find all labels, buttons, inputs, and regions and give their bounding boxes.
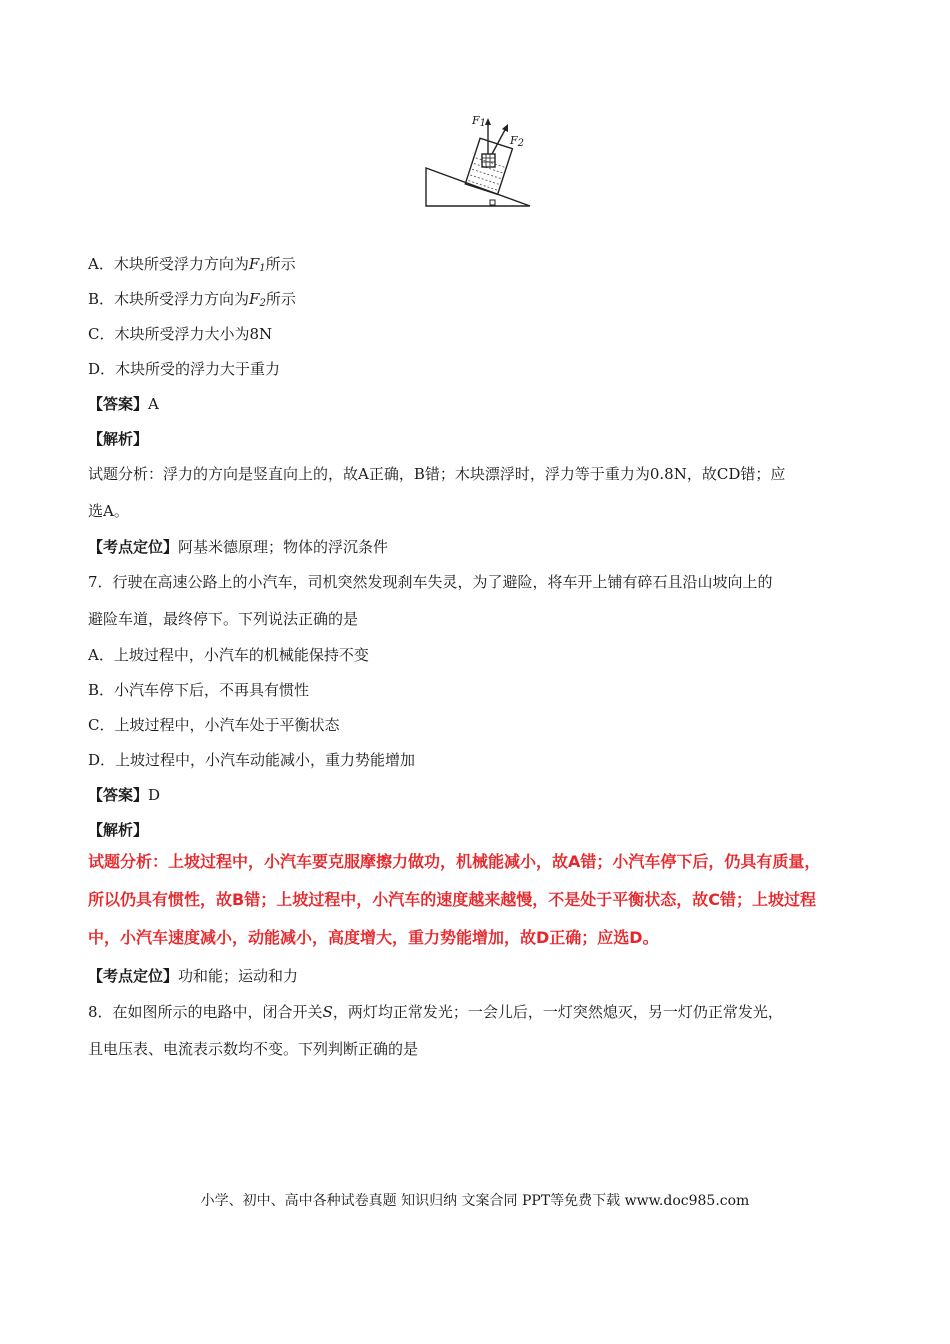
q7-option-a: A．上坡过程中，小汽车的机械能保持不变 [88,646,369,664]
q7-option-b: B．小汽车停下后，不再具有惯性 [88,681,310,699]
right-angle-mark [490,200,495,205]
q7-analysis-label: 【解析】 [88,821,149,839]
q6-answer: 【答案】A [88,395,159,413]
q6-kaodian: 【考点定位】阿基米德原理；物体的浮沉条件 [88,538,389,556]
q7-stem-line2: 避险车道，最终停下。下列说法正确的是 [88,610,359,628]
q8-stem-line2: 且电压表、电流表示数均不变。下列判断正确的是 [88,1040,419,1058]
q6-analysis-label: 【解析】 [88,430,149,448]
q6-analysis-line2: 选A。 [88,502,129,520]
label-f2: F2 [510,134,525,149]
q6-analysis-line1: 试题分析：浮力的方向是竖直向上的，故A正确，B错；木块漂浮时，浮力等于重力为0.8N，故CD错；应 [88,465,786,483]
q7-kaodian: 【考点定位】功和能；运动和力 [88,967,299,985]
q7-analysis-line1: 试题分析：上坡过程中，小汽车要克服摩擦力做功，机械能减小，故A错；小汽车停下后，仍具有质量， [88,852,821,871]
q7-option-c: C．上坡过程中，小汽车处于平衡状态 [88,716,340,734]
label-f1: F1 [472,114,487,129]
q6-option-b: B．木块所受浮力方向为$F_2$所示 [88,290,296,309]
q6-option-a: A．木块所受浮力方向为$F_1$所示 [88,255,296,274]
q7-answer: 【答案】D [88,786,161,804]
q7-analysis-line2: 所以仍具有惯性，故B错；上坡过程中，小汽车的速度越来越慢，不是处于平衡状态，故C错；上坡过程 [88,890,816,909]
page-footer: 小学、初中、高中各种试卷真题 知识归纳 文案合同 PPT等免费下载 www.doc985.com [200,1193,750,1209]
q7-stem-line1: 7．行驶在高速公路上的小汽车，司机突然发现刹车失灵，为了避险，将车开上铺有碎石且沿山坡向上的 [88,573,773,591]
q6-option-c: C．木块所受浮力大小为8N [88,325,273,343]
q8-stem-line1: 8．在如图所示的电路中，闭合开关S，两灯均正常发光；一会儿后，一灯突然熄灭，另一灯仍正常发光， [88,1003,783,1021]
f2-arrow [492,128,506,154]
q6-option-d: D．木块所受的浮力大于重力 [88,360,281,378]
q7-option-d: D．上坡过程中，小汽车动能减小，重力势能增加 [88,751,416,769]
incline-shape [426,168,530,206]
beaker [465,138,512,194]
buoyancy-figure [422,112,534,210]
q7-analysis-line3: 中，小汽车速度减小，动能减小，高度增大，重力势能增加，故D正确；应选D。 [88,928,659,947]
